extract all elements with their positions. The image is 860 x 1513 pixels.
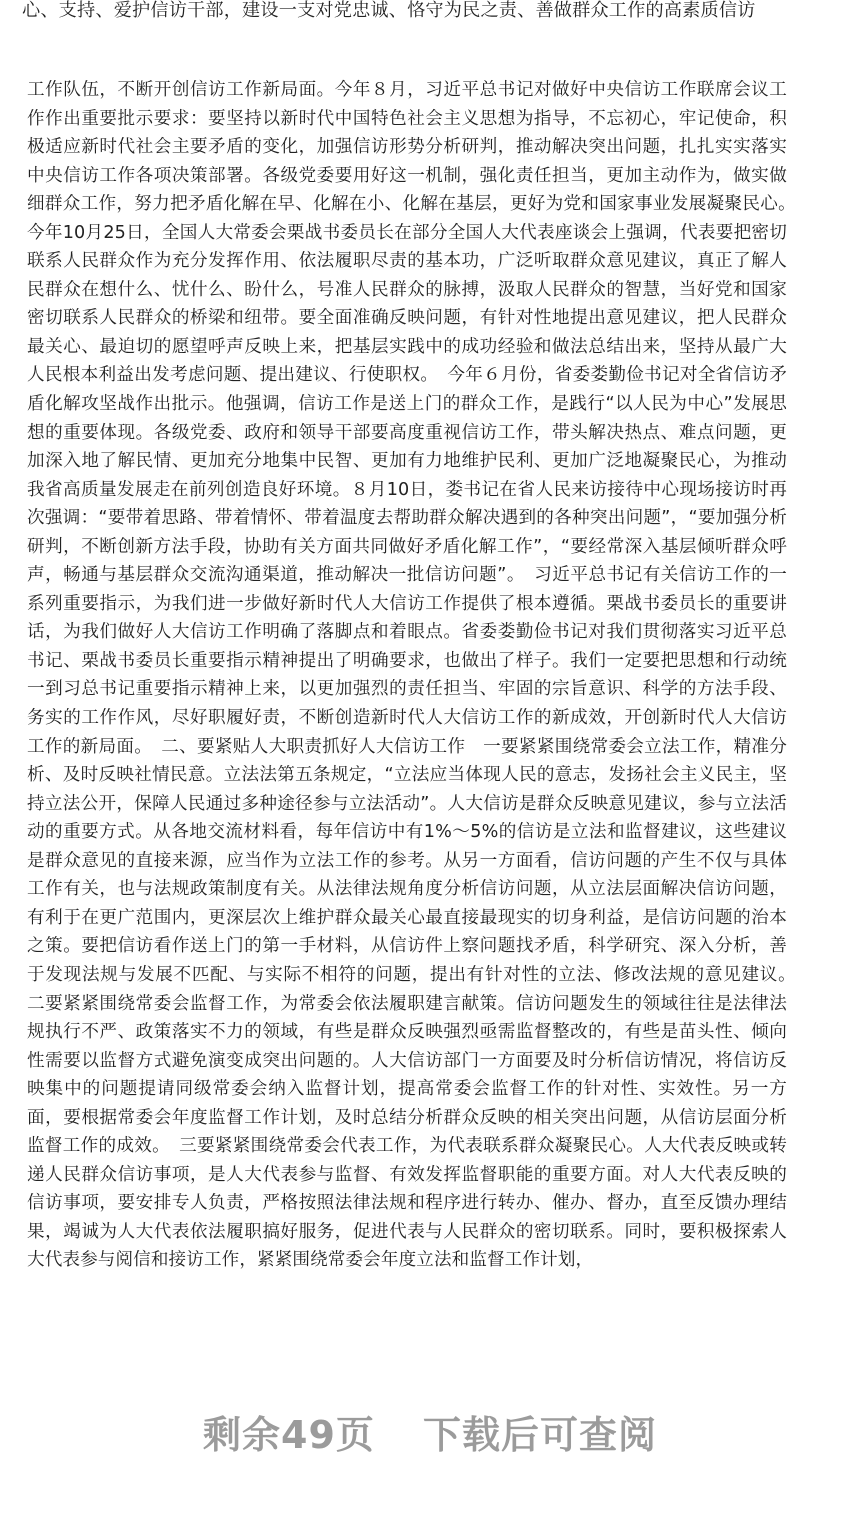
previous-page-fragment: 心、支持、爱护信访干部，建设一支对党忠诚、恪守为民之责、善做群众工作的高素质信访 [22, 0, 756, 21]
remaining-pages-banner[interactable] [0, 1410, 860, 1460]
download-hint-label: 下载后可查阅 [422, 1413, 657, 1457]
body-paragraph: 工作队伍，不断开创信访工作新局面。今年８月，习近平总书记对做好中央信访工作联席会议工作作出重要批示要求：要坚持以新时代中国特色社会主义思想为指导，不忘初心，牢记使命，积极适应新时代社会主要矛盾的变化，加强信访形势分析研判，推动解决突出问题，扎扎实实落实中央信访工作各项决策部署。各级党委要用好这一机制，强化责任担当，更加主动作为，做实做细群众工作，努力把矛盾化解在早、化解在小、化解在基层，更好为党和国家事业发展凝聚民心。 今年10月25日，全国人大常委会栗战书委员长在部分全国人大代表座谈会上强调，代表要把密切联系人民群众作为充分发挥作用、依法履职尽责的基本功，广泛听取群众意见建议，真正了解人民群众在想什么、忧什么、盼什么，号准人民群众的脉搏，汲取人民群众的智慧，当好党和国家密切联系人民群众的桥梁和纽带。要全面准确反映问题，有针对性地提出意见建议，把人民群众最关心、最迫切的愿望呼声反映上来，把基层实践中的成功经验和做法总结出来，坚持从最广大人民根本利益出发考虑问题、提出建议、行使职权。 今年６月份，省委娄勤俭书记对全省信访矛盾化解攻坚战作出批示。他强调，信访工作是送上门的群众工作，是践行“以人民为中心”发展思想的重要体现。各级党委、政府和领导干部要高度重视信访工作，带头解决热点、难点问题，更加深入地了解民情、更加充分地集中民智、更加有力地维护民利、更加广泛地凝聚民心，为推动我省高质量发展走在前列创造良好环境。８月10日，娄书记在省人民来访接待中心现场接访时再次强调：“要带着思路、带着情怀、带着温度去帮助群众解决遇到的各种突出问题”，“要加强分析研判，不断创新方法手段，协助有关方面共同做好矛盾化解工作”，“要经常深入基层倾听群众呼声，畅通与基层群众交流沟通渠道，推动解决一批信访问题”。 习近平总书记有关信访工作的一系列重要指示，为我们进一步做好新时代人大信访工作提供了根本遵循。栗战书委员长的重要讲话，为我们做好人大信访工作明确了落脚点和着眼点。省委娄勤俭书记对我们贯彻落实习近平总书记、栗战书委员长重要指示精神提出了明确要求，也做出了样子。我们一定要把思想和行动统一到习总书记重要指示精神上来，以更加强烈的责任担当、牢固的宗旨意识、科学的方法手段、务实的工作作风，尽好职履好责，不断创造新时代人大信访工作的新成效，开创新时代人大信访工作的新局面。 二、要紧贴人大职责抓好人大信访工作 一要紧紧围绕常委会立法工作，精准分析、及时反映社情民意。立法法第五条规定，“立法应当体现人民的意志，发扬社会主义民主，坚持立法公开，保障人民通过多种途径参与立法活动”。人大信访是群众反映意见建议，参与立法活动的重要方式。从各地交流材料看，每年信访中有1%～5%的信访是立法和监督建议，这些建议是群众意见的直接来源，应当作为立法工作的参考。从另一方面看，信访问题的产生不仅与具体工作有关，也与法规政策制度有关。从法律法规角度分析信访问题，从立法层面解决信访问题，有利于在更广范围内，更深层次上维护群众最关心最直接最现实的切身利益，是信访问题的治本之策。要把信访看作送上门的第一手材料，从信访件上察问题找矛盾，科学研究、深入分析，善于发现法规与发展不匹配、与实际不相符的问题，提出有针对性的立法、修改法规的意见建议。 二要紧紧围绕常委会监督工作，为常委会依法履职建言献策。信访问题发生的领域往往是法律法规执行不严、政策落实不力的领域，有些是群众反映强烈亟需监督整改的，有些是苗头性、倾向性需要以监督方式避免演变成突出问题的。人大信访部门一方面要及时分析信访情况，将信访反映集中的问题提请同级常委会纳入监督计划，提高常委会监督工作的针对性、实效性。另一方面，要根据常委会年度监督工作计划，及时总结分析群众反映的相关突出问题，从信访层面分析监督工作的成效。 三要紧紧围绕常委会代表工作，为代表联系群众凝聚民心。人大代表反映或转递人民群众信访事项，是人大代表参与监督、有效发挥监督职能的重要方面。对人大代表反映的信访事项，要安排专人负责，严格按照法律法规和程序进行转办、催办、督办，直至反馈办理结果，竭诚为人大代表依法履职搞好服务，促进代表与人民群众的密切联系。同时，要积极探索人大代表参与阅信和接访工作，紧紧围绕常委会年度立法和监督工作计划， [27, 80, 805, 1271]
document-body [27, 76, 805, 1275]
remaining-pages-label: 剩余49页 [203, 1413, 375, 1457]
